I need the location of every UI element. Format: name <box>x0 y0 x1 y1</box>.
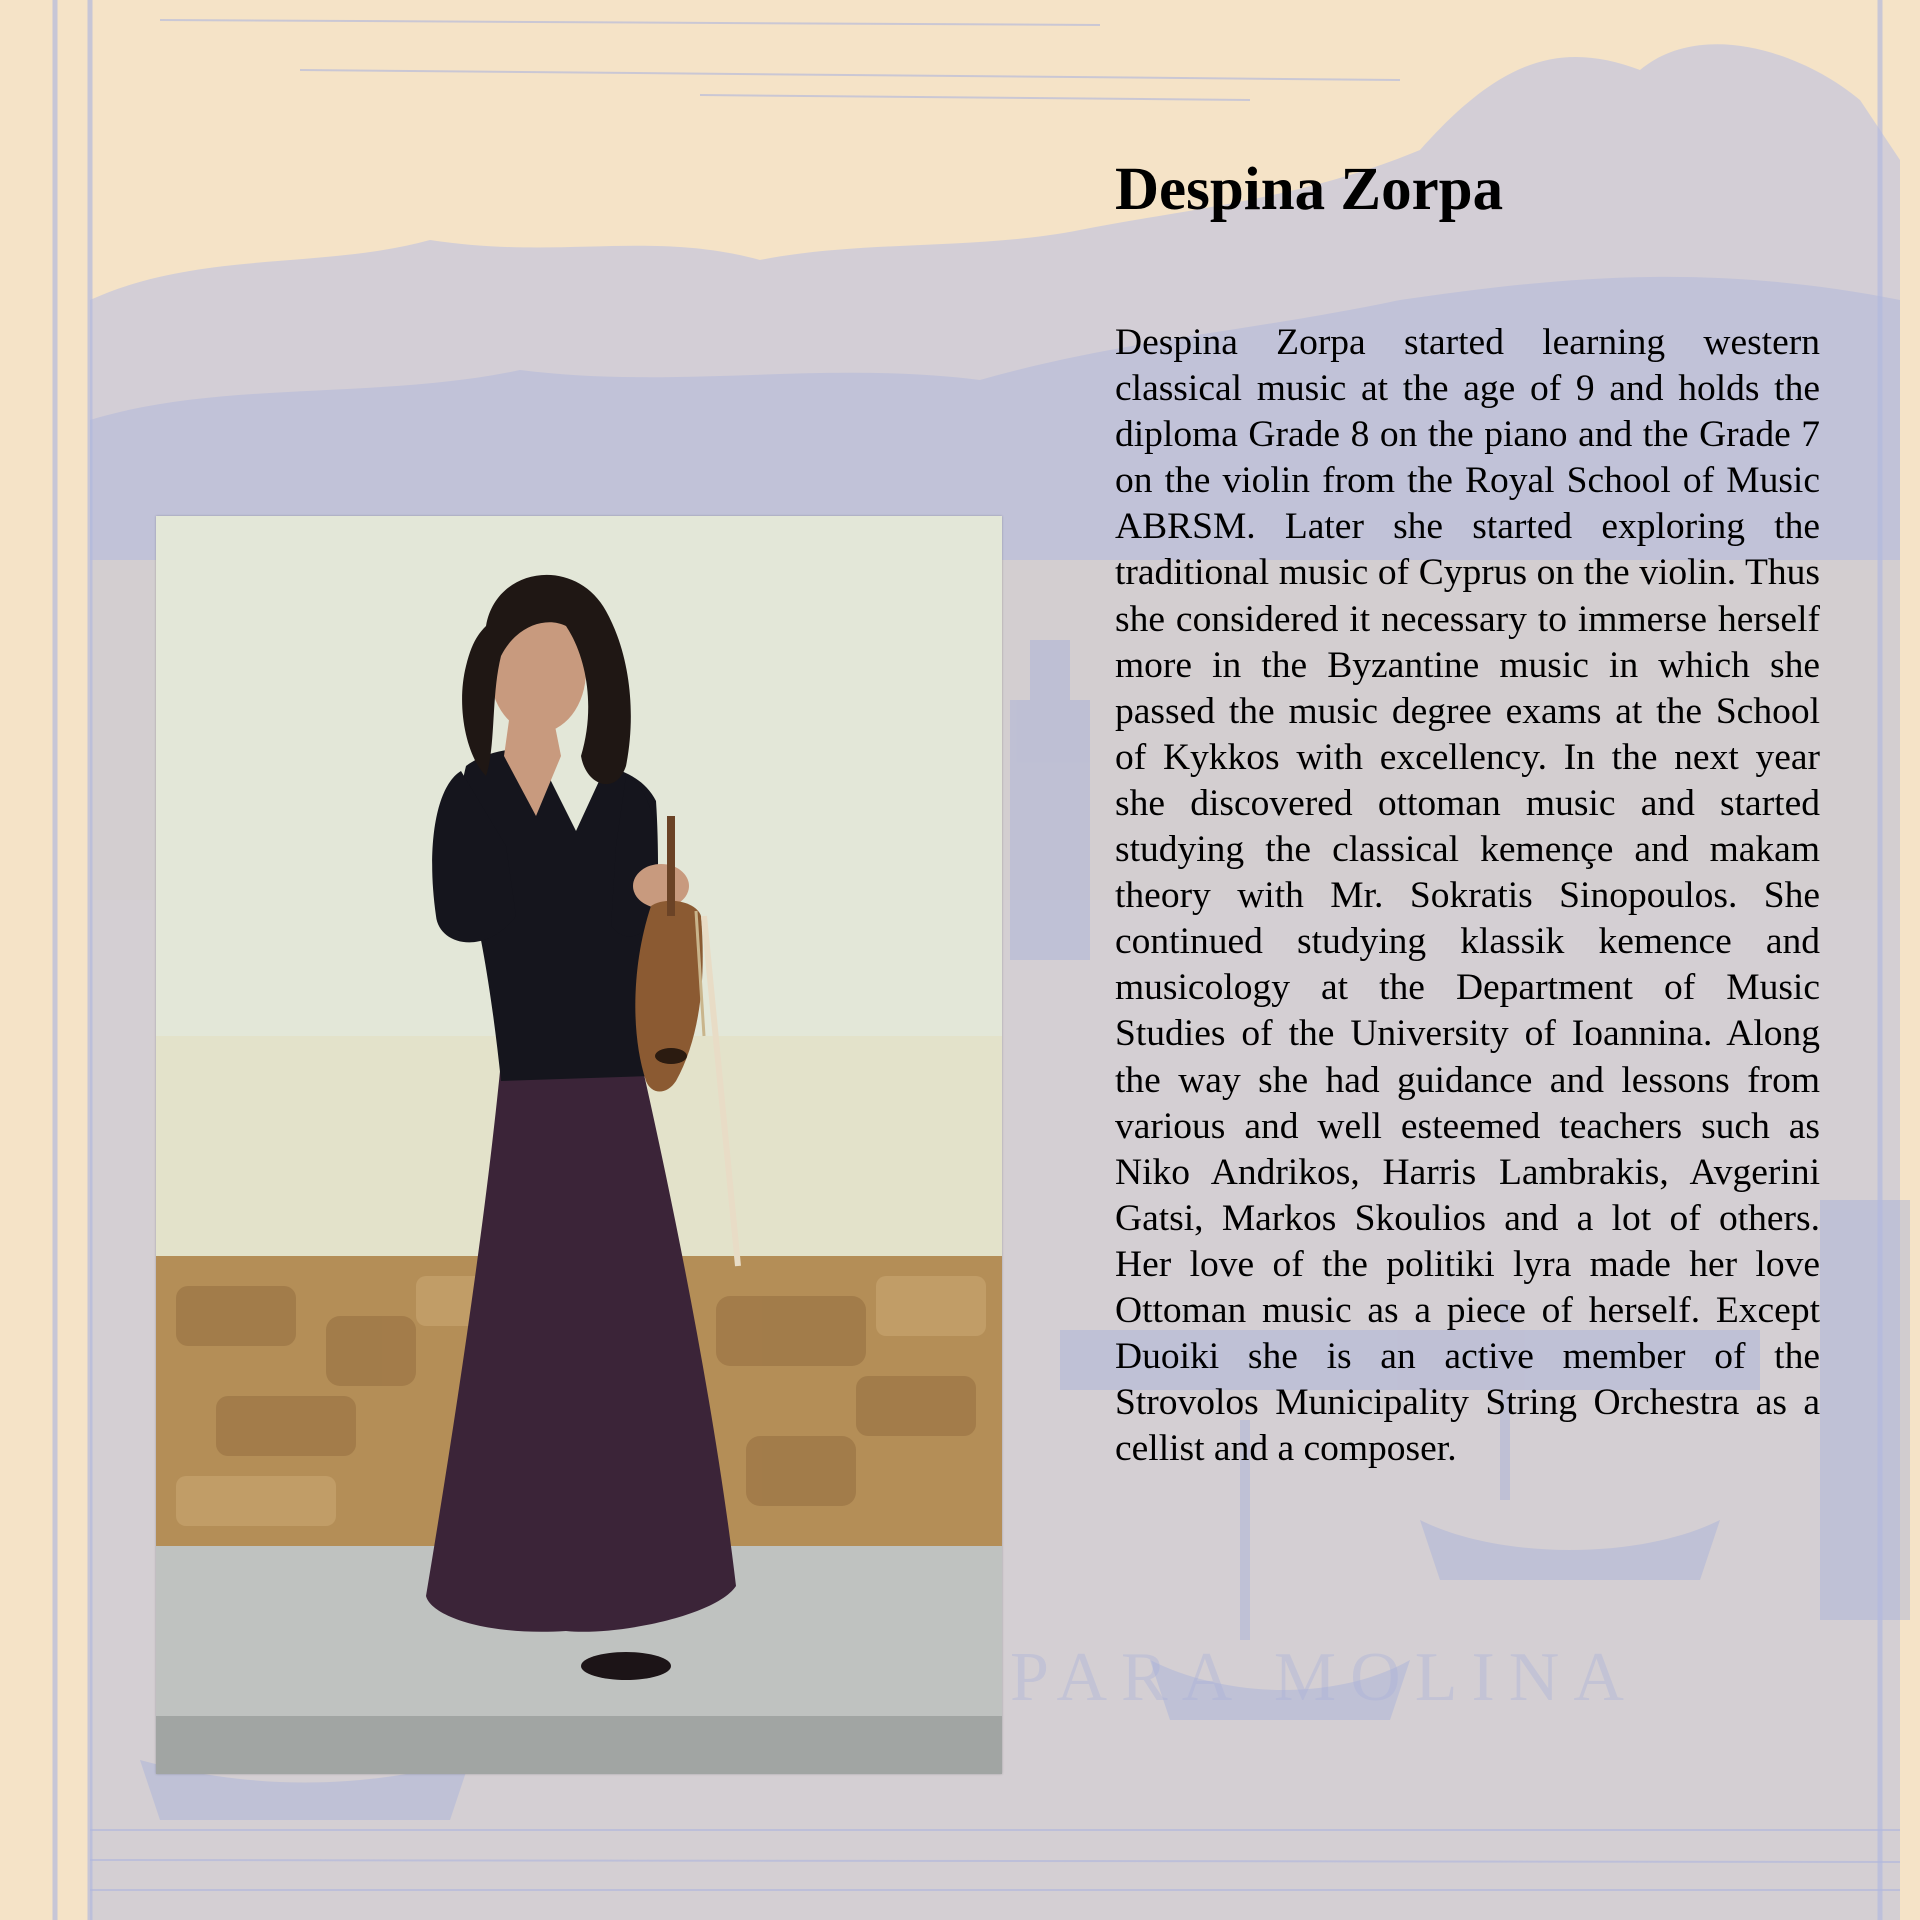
portrait-photo <box>156 516 1002 1774</box>
page-title: Despina Zorpa <box>1115 156 1504 223</box>
svg-text:PARA MOLINA: PARA MOLINA <box>1010 1639 1638 1716</box>
bio-paragraph: Despina Zorpa started learning western classical music at the age of 9 and holds the diploma Grade 8 on the piano and the Grade 7 on the violin from the Royal School of Music ABRSM. Later she started exploring the traditional music of Cyprus on the violin. Thus she considered it necessary to immerse herself more in the Byzantine music in which she passed the music degree exams at the School of Kykkos with excellency. In the next year she discovered ottoman music and started studying the classical kemençe and makam theory with Mr. Sokratis Sinopoulos. She continued studying klassik kemence and musicology at the Department of Music Studies of the University of Ioannina. Along the way she had guidance and lessons from various and well esteemed teachers such as Niko Andrikos, Harris Lambrakis, Avgerini Gatsi, Markos Skoulios and a lot of others. Her love of the politiki lyra made her love Ottoman music as a piece of herself. Except Duoiki she is an active member of the Strovolos Municipality String Orchestra as a cellist and a composer. <box>1115 322 1820 1470</box>
